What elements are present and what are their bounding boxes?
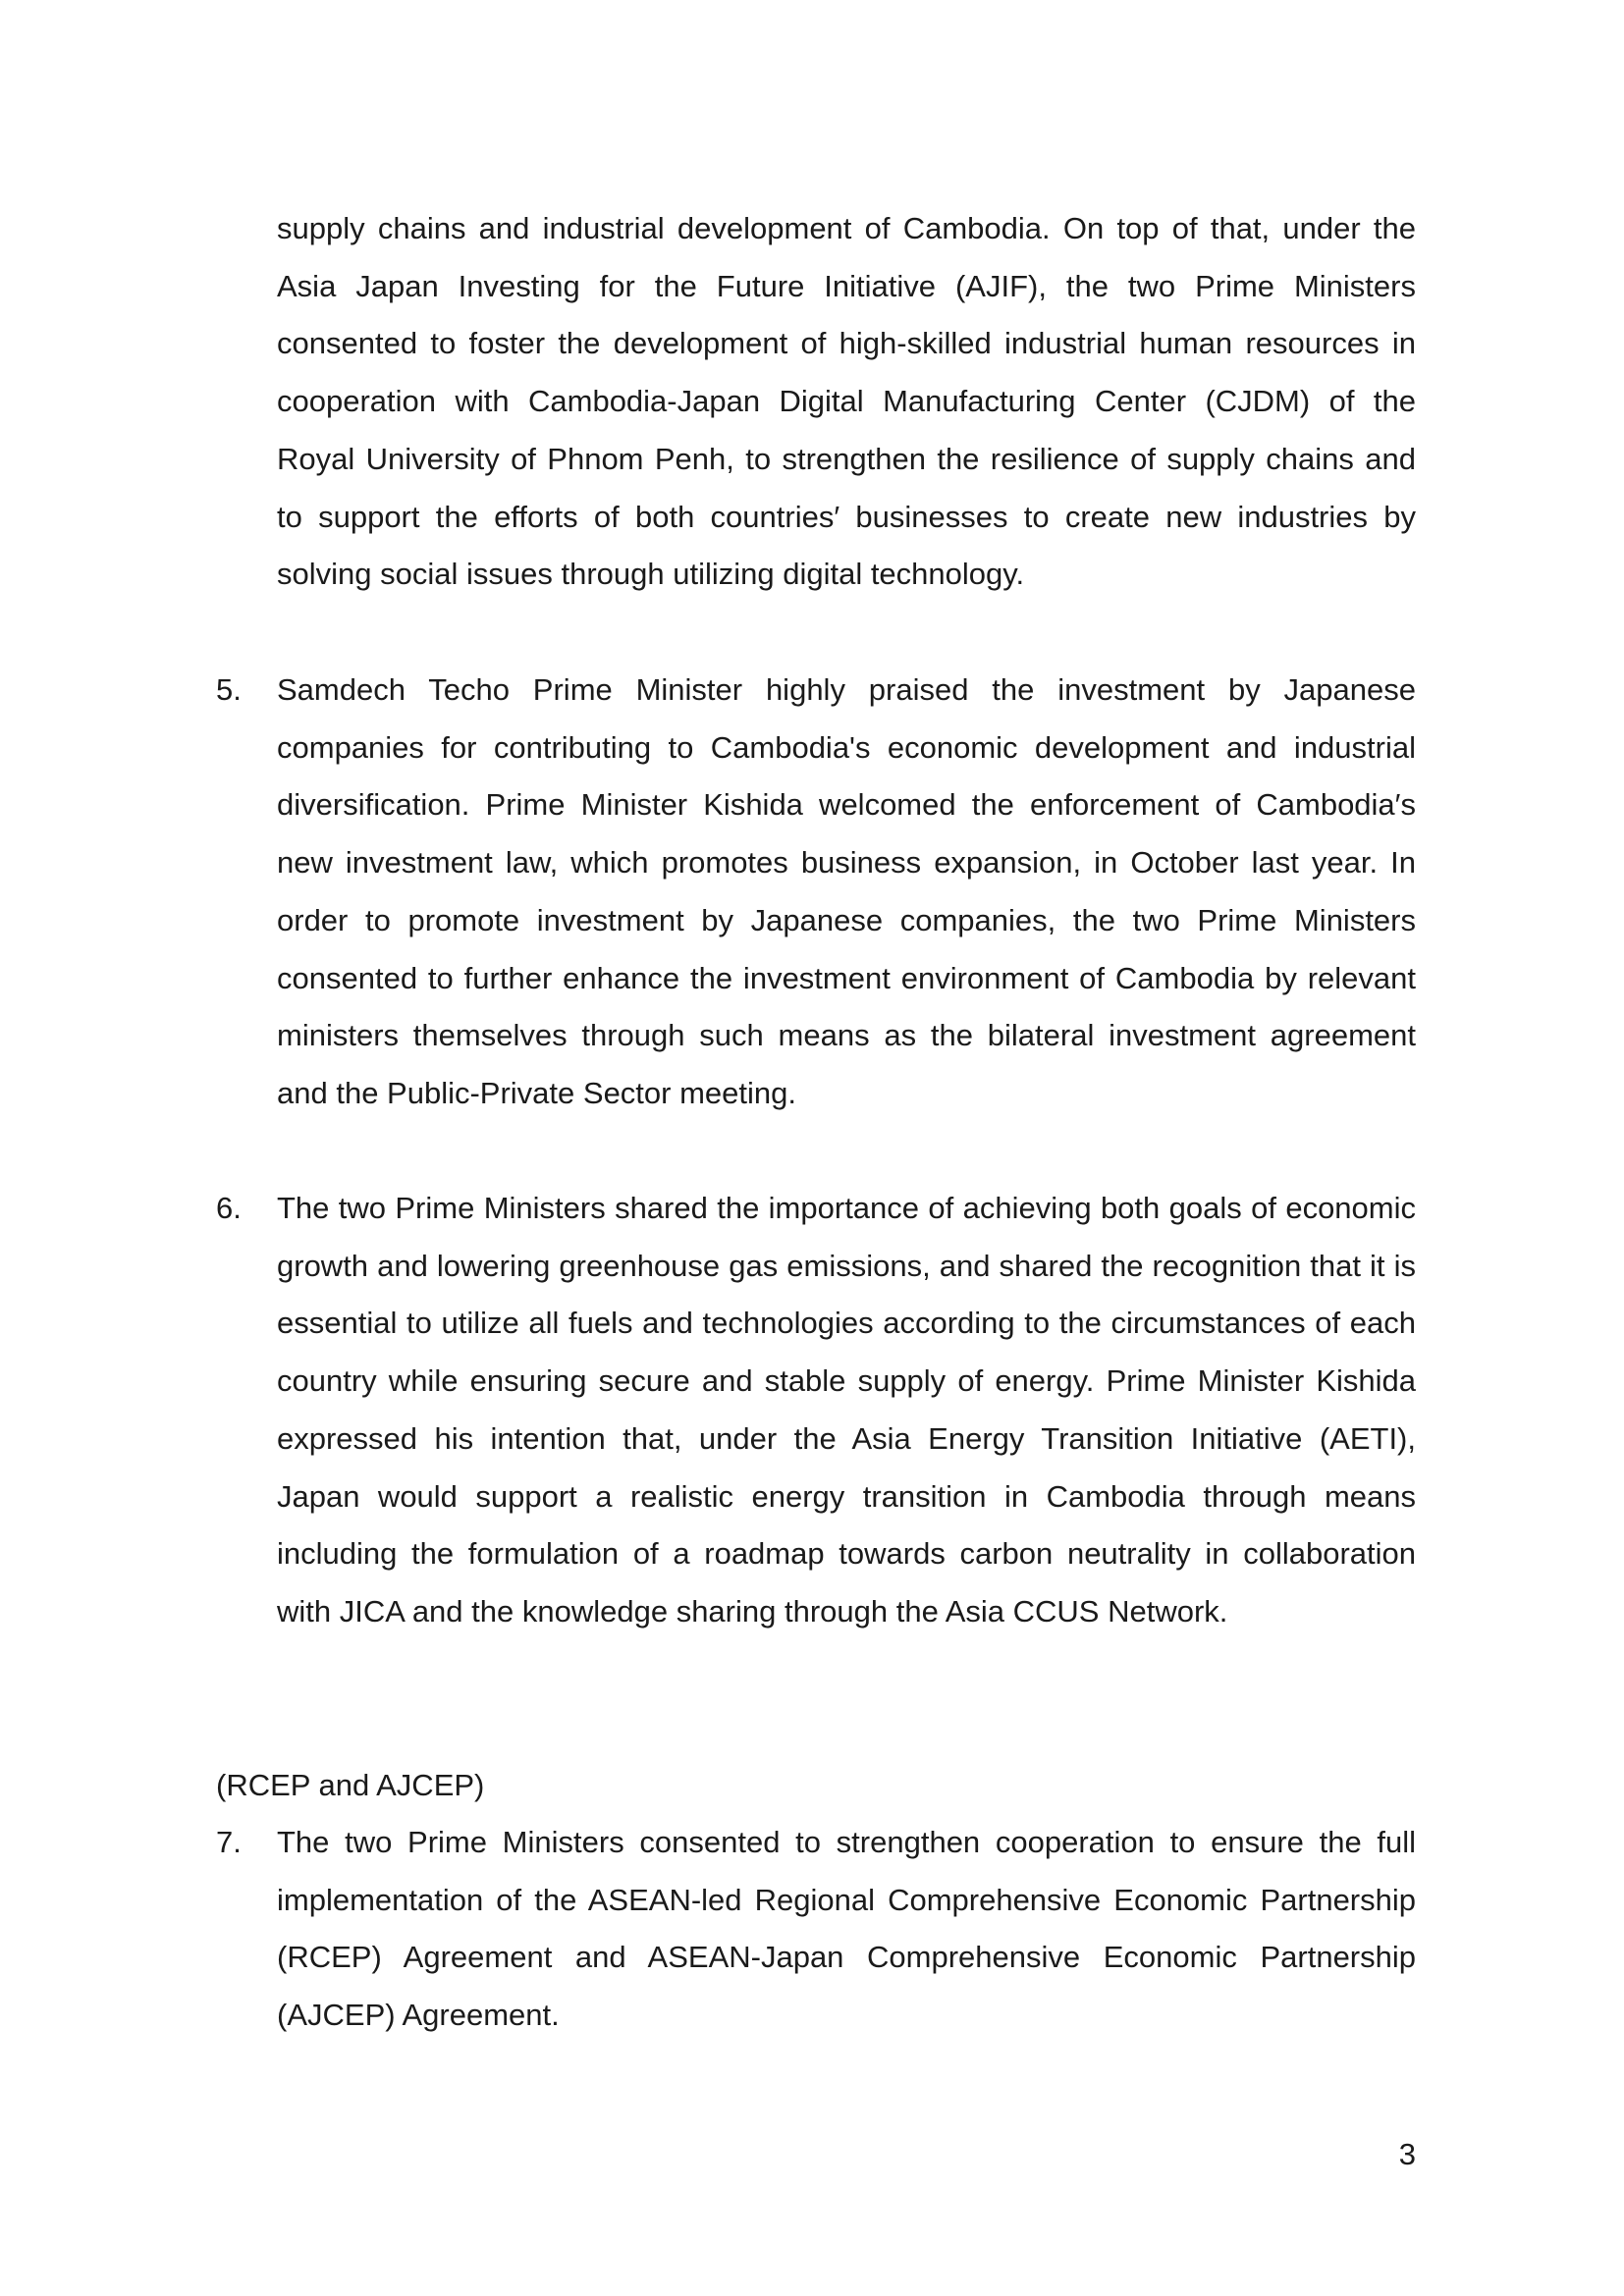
item-paragraph-5: Samdech Techo Prime Minister highly praised the investment by Japanese companies for contributing to Cambodia's economic development and industrial diversification. Prime Minister Kishida welcomed the enforcement of Cambodia′s new investment law, which promotes business expansion, in October last year. In order to promote investment by Japanese companies, the two Prime Ministers consented to further enhance the investment environment of Cambodia by relevant ministers themselves through such means as the bilateral investment agreement and the Public-Private Sector meeting.: [277, 672, 1416, 1110]
item-paragraph-7: The two Prime Ministers consented to strengthen cooperation to ensure the full implementation of the ASEAN-led Regional Comprehensive Economic Partnership (RCEP) Agreement and ASEAN-Japan Comprehensive Economic Partnership (AJCEP) Agreement.: [277, 1825, 1416, 2033]
item-number-6: 6.: [216, 1191, 242, 1225]
item-paragraph-6: The two Prime Ministers shared the importance of achieving both goals of economic growth and lowering greenhouse gas emissions, and shared the recognition that it is essential to utilize all fuels and technologies according to the circumstances of each country while ensuring secure and stable supply of energy. Prime Minister Kishida expressed his intention that, under the Asia Energy Transition Initiative (AETI), Japan would support a realistic energy transition in Cambodia through means including the formulation of a roadmap towards carbon neutrality in collaboration with JICA and the knowledge sharing through the Asia CCUS Network.: [277, 1191, 1416, 1629]
continuation-paragraph: supply chains and industrial development of Cambodia. On top of that, under the Asia Japan Investing for the Future Initiative (AJIF), the two Prime Ministers consented to foster the development of high-skilled industrial human resources in cooperation with Cambodia-Japan Digital Manufacturing Center (CJDM) of the Royal University of Phnom Penh, to strengthen the resilience of supply chains and to support the efforts of both countries′ businesses to create new industries by solving social issues through utilizing digital technology.: [277, 211, 1416, 592]
item-number-5: 5.: [216, 672, 242, 707]
section-heading: (RCEP and AJCEP): [216, 1768, 485, 1802]
page-number: 3: [1398, 2137, 1416, 2171]
item-number-7: 7.: [216, 1825, 242, 1859]
